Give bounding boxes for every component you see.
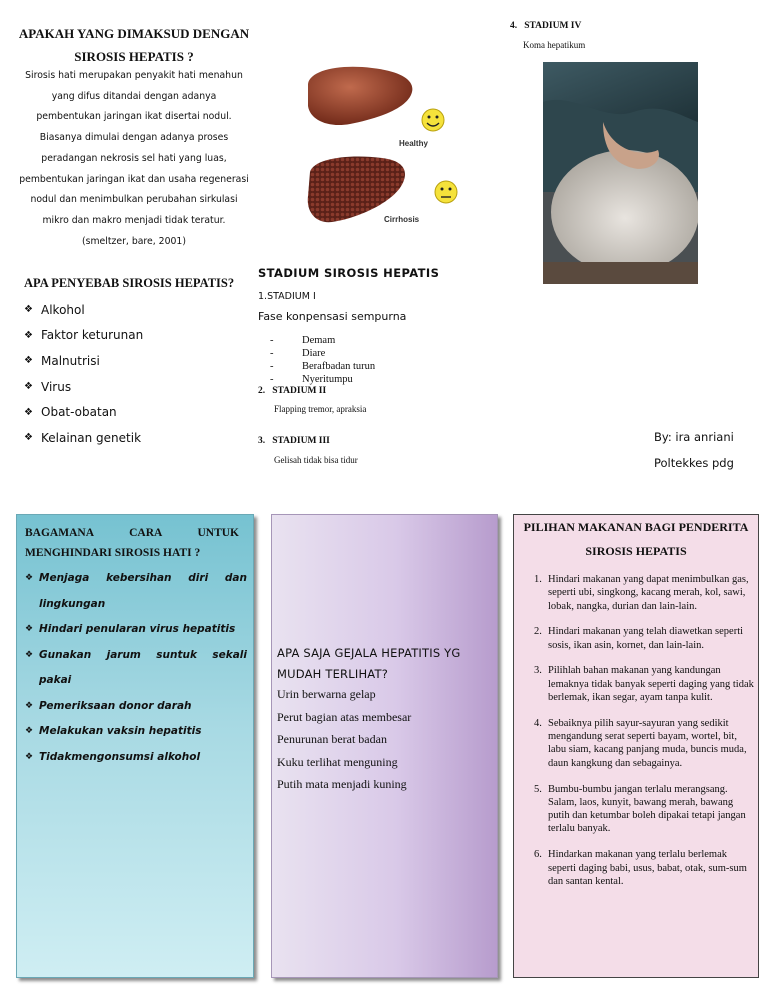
diamond-bullet-icon: ❖ <box>24 304 33 316</box>
list-item: ❖ Hindari penularan virus hepatitis <box>25 617 247 643</box>
stadium-2-description: Flapping tremor, apraksia <box>274 404 367 414</box>
food-choices-list <box>534 573 754 901</box>
list-item: Urin berwarna gelap <box>277 687 376 701</box>
diamond-bullet-icon: ❖ <box>25 751 34 762</box>
list-item: Putih mata menjadi kuning <box>277 777 407 792</box>
list-item: ❖ Kelainan genetik <box>24 430 142 445</box>
causes-title: APA PENYEBAB SIROSIS HEPATIS? <box>24 276 235 290</box>
stadium-title: STADIUM SIROSIS HEPATIS <box>258 266 440 280</box>
list-item: ❖ Gunakan jarum suntuk sekali pakai <box>25 643 247 694</box>
list-item: ❖ Alkohol <box>24 302 85 317</box>
diamond-bullet-icon: ❖ <box>25 573 34 583</box>
food-choices-panel <box>513 514 759 978</box>
list-item: - Berafbadan turun <box>270 361 376 372</box>
author-name: By: ira anriani <box>654 430 734 444</box>
stadium-3-description: Gelisah tidak bisa tidur <box>274 455 358 465</box>
author-institution: Poltekkes pdg <box>654 456 734 470</box>
list-item: 4. Sebaiknya pilih sayur-sayuran yang sedikit mengandung serat seperti bayam, wortel, bit, labu siam, kacang panjang muda, buncis muda, daun kangkung dan sebagainya. <box>534 717 747 769</box>
list-item: 5. Bumbu-bumbu jangan terlalu merangsang. Salam, laos, kunyit, bawang merah, bawang putih dan ketumbar boleh dipakai tetapi jangan terlalu banyak. <box>534 783 746 835</box>
diamond-bullet-icon: ❖ <box>24 406 33 418</box>
list-item: ❖ Melakukan vaksin hepatitis <box>25 719 247 745</box>
list-item: - Demam <box>270 335 336 346</box>
diamond-bullet-icon: ❖ <box>24 329 33 341</box>
symptoms-title: APA SAJA GEJALA HEPATITIS YG MUDAH TERLIHAT? <box>277 646 461 681</box>
healthy-liver-shape <box>308 67 412 125</box>
prevention-list <box>25 566 247 770</box>
healthy-label: Healthy <box>399 139 428 148</box>
stadium-1-subtitle: Fase konpensasi sempurna <box>258 310 407 323</box>
cirrhosis-label: Cirrhosis <box>384 215 420 224</box>
list-item: Penurunan berat badan <box>277 732 387 747</box>
list-item: ❖ Obat-obatan <box>24 405 117 420</box>
diamond-bullet-icon: ❖ <box>25 649 34 660</box>
prevention-title: BAGAMANA CARA UNTUK MENGHINDARI SIROSIS HATI ? <box>25 527 239 559</box>
diamond-bullet-icon: ❖ <box>25 700 34 711</box>
symptoms-list <box>277 687 411 800</box>
list-item: - Nyeritumpu <box>270 374 353 385</box>
list-item: ❖ Tidakmengonsumsi alkohol <box>25 745 247 771</box>
definition-title: APAKAH YANG DIMAKSUD DENGAN SIROSIS HEPATIS ? <box>18 26 250 64</box>
liver-comparison-image <box>300 62 472 238</box>
list-item: 1. Hindari makanan yang dapat menimbulkan gas, seperti ubi, singkong, kacang merah, kol, sawi, lobak, nangka, durian dan lain-lain. <box>534 574 749 612</box>
swollen-abdomen-photo <box>543 62 698 284</box>
sick-smiley-icon <box>435 181 457 203</box>
diamond-bullet-icon: ❖ <box>24 432 33 444</box>
list-item: 2. Hindari makanan yang telah diawetkan seperti sosis, ikan asin, kornet, dan lain-lain. <box>534 626 744 651</box>
healthy-smiley-icon <box>422 109 444 131</box>
list-item: Kuku terlihat menguning <box>277 754 398 769</box>
causes-list <box>24 297 143 451</box>
list-item: Perut bagian atas membesar <box>277 709 412 724</box>
stadium-2-heading: 2. STADIUM II <box>258 386 327 396</box>
prevention-panel <box>16 514 254 978</box>
diamond-bullet-icon: ❖ <box>25 624 34 634</box>
list-item: 6. Hindarkan makanan yang terlalu berlemak seperti daging babi, usus, babat, otak, sum-sum dan santan kental. <box>534 849 747 887</box>
stadium-4-description: Koma hepatikum <box>523 40 586 50</box>
stadium-3-heading: 3. STADIUM III <box>258 436 330 446</box>
list-item: - Diare <box>270 348 326 359</box>
diamond-bullet-icon: ❖ <box>24 381 33 393</box>
cirrhosis-liver-shape <box>308 157 405 223</box>
list-item: 3. Pilihlah bahan makanan yang kandungan lemaknya tidak banyak seperti daging yang tidak berlemak, ikan segar, ayam tanpa kulit. <box>534 665 754 704</box>
list-item: ❖ Virus <box>24 379 72 394</box>
symptoms-panel <box>271 514 498 978</box>
list-item: ❖ Faktor keturunan <box>24 328 144 343</box>
list-item: ❖ Menjaga kebersihan diri dan lingkungan <box>25 566 247 617</box>
diamond-bullet-icon: ❖ <box>25 726 34 736</box>
food-choices-title: PILIHAN MAKANAN BAGI PENDERITA SIROSIS HEPATIS <box>523 520 749 558</box>
diamond-bullet-icon: ❖ <box>24 355 33 367</box>
stadium-4-heading: 4. STADIUM IV <box>510 21 582 31</box>
list-item: ❖ Malnutrisi <box>24 353 100 368</box>
definition-text: Sirosis hati merupakan penyakit hati menahun yang difus ditandai dengan adanya pembentukan jaringan ikat disertai nodul. Biasanya dimulai dengan adanya proses peradangan nekrosis sel hati yang luas, pembentukan jaringan ikat dan usaha regenerasi nodul dan menimbulkan perubahan sirkulasi mikro dan makro menjadi tidak teratur. (smeltzer, bare, 2001) <box>19 70 249 247</box>
stadium-1-list <box>270 335 375 387</box>
list-item: ❖ Pemeriksaan donor darah <box>25 694 247 720</box>
stadium-1-heading: 1.STADIUM I <box>258 291 316 302</box>
